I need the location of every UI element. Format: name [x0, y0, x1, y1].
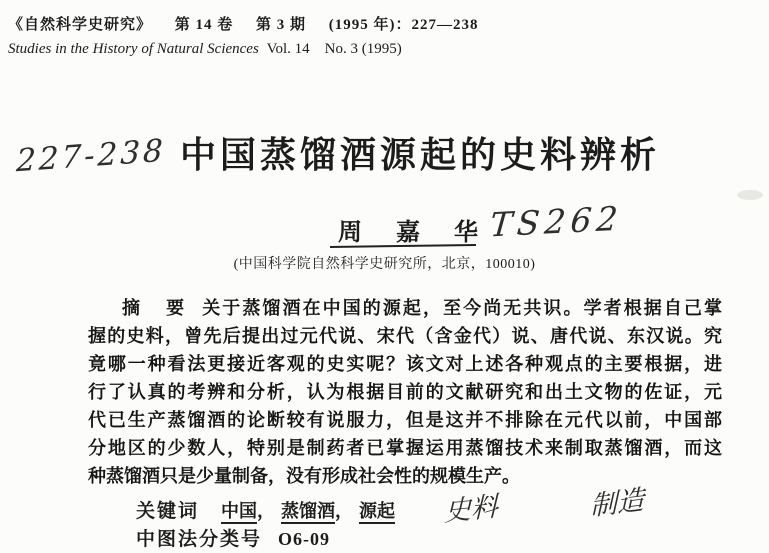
keywords-row	[136, 496, 395, 523]
masthead-english	[8, 37, 402, 58]
masthead-chinese	[8, 13, 479, 34]
author-affiliation: (中国科学院自然科学史研究所，北京，100010)	[233, 257, 536, 272]
keyword-separator: ，	[257, 501, 276, 521]
keyword-distilled-liquor: 蒸馏酒	[281, 501, 335, 524]
handwritten-keyword-historical-materials: 史料	[444, 491, 498, 528]
abstract-line: 种蒸馏酒只是少量制备，没有形成社会性的规模生产。	[88, 466, 520, 486]
abstract-line: 代已生产蒸馏酒的论断较有说服力，但是这并不排除在元代以前，中国部	[88, 410, 722, 430]
abstract-line: 行了认真的考辨和分析，认为根据目前的文献研究和出土文物的佐证，元	[88, 382, 722, 402]
journal-title-en: Studies in the History of Natural Sciences	[8, 41, 259, 57]
journal-issue: 第 3 期	[256, 17, 307, 33]
author-name: 周嘉华	[338, 220, 512, 246]
journal-year-pages: (1995 年)：227—238	[328, 17, 479, 33]
abstract-line	[88, 294, 722, 322]
journal-vol-issue-en: Vol. 14 No. 3 (1995)	[266, 41, 402, 57]
article-title: 中国蒸馏酒源起的史料辨析	[180, 134, 661, 175]
handwritten-classification-ts262: TS262	[488, 198, 625, 245]
abstract-label: 摘 要	[122, 298, 189, 318]
keywords-label: 关键词	[136, 501, 200, 522]
abstract-line: 握的史料，曾先后提出过元代说、宋代（含金代）说、唐代说、东汉说。究	[88, 326, 722, 346]
handwritten-page-range: 227-238	[15, 132, 167, 180]
keyword-origin: 源起	[359, 501, 395, 524]
keyword-china: 中国	[221, 501, 257, 524]
journal-title-cn: 《自然科学史研究》	[8, 17, 153, 33]
scan-smudge	[737, 190, 763, 200]
handwritten-keyword-manufacture: 制造	[589, 484, 645, 523]
keyword-separator: ，	[335, 501, 354, 521]
classification-row	[136, 524, 330, 551]
classification-label: 中图法分类号	[136, 529, 263, 550]
abstract-line: 竟哪一种看法更接近客观的史实呢？该文对上述各种观点的主要根据，进	[88, 354, 722, 374]
abstract-text: 关于蒸馏酒在中国的源起，至今尚无共识。学者根据自己掌	[202, 298, 723, 318]
classification-value: O6-09	[278, 529, 331, 549]
journal-volume: 第 14 卷	[174, 17, 234, 33]
abstract-section	[88, 294, 722, 490]
abstract-line: 分地区的少数人，特别是制药者已掌握运用蒸馏技术来制取蒸馏酒，而这	[88, 438, 722, 458]
